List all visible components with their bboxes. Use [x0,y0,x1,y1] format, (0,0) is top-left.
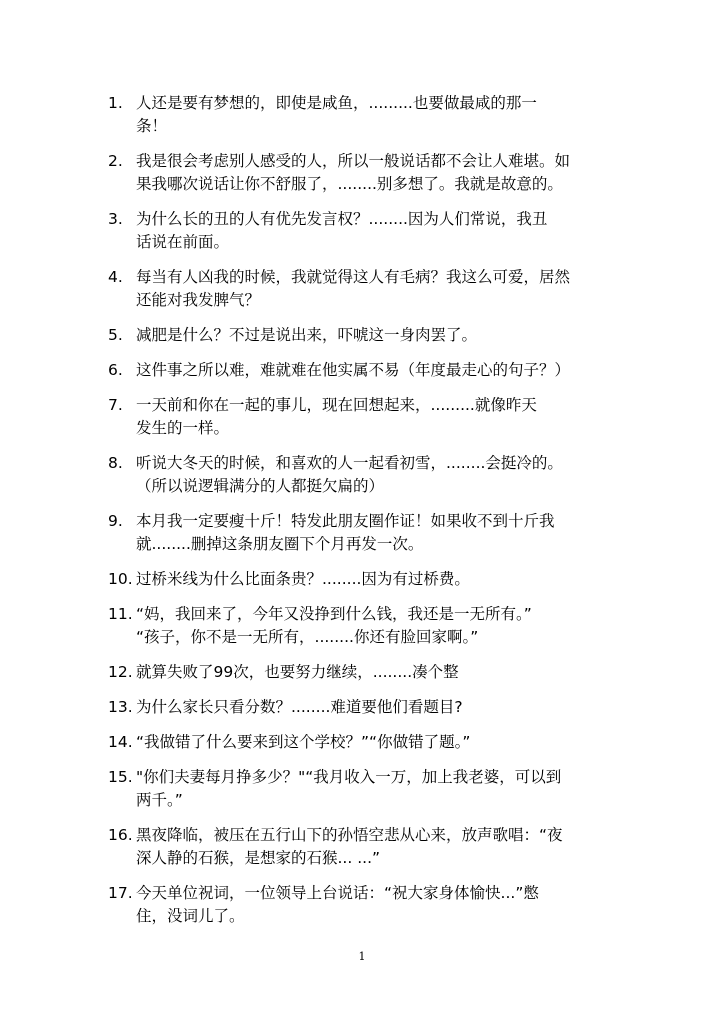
item-text: 听说大冬天的时候，和喜欢的人一起看初雪，........会挺冷的。 （所以说逻辑满分的人都挺欠扁的） [136,454,563,495]
list-item [108,452,628,498]
list-item [108,324,628,347]
item-text: “我做错了什么要来到这个学校？”“你做错了题。” [136,733,471,751]
item-text: "你们夫妻每月挣多少？"“我月收入一万，加上我老婆，可以到 两千。” [136,768,562,809]
item-number: 12. [108,663,133,681]
item-number: 5. [108,326,123,344]
item-number: 7. [108,396,123,414]
item-number: 6. [108,361,123,379]
list-item [108,568,628,591]
list-item [108,510,628,556]
list-item [108,603,628,649]
item-number: 4. [108,268,123,286]
item-number: 9. [108,512,123,530]
list-item [108,766,628,812]
item-number: 15. [108,768,133,786]
list-item [108,731,628,754]
list-item [108,394,628,440]
item-number: 17. [108,884,133,902]
item-text: 今天单位祝词，一位领导上台说话：“祝大家身体愉快...”憋 住，没词儿了。 [136,884,539,925]
item-text: 每当有人凶我的时候，我就觉得这人有毛病？我这么可爱，居然 还能对我发脾气？ [136,268,571,309]
item-number: 13. [108,698,133,716]
list-item [108,208,628,254]
list-item [108,359,628,382]
item-number: 16. [108,826,133,844]
item-number: 1. [108,94,123,112]
item-text: 这件事之所以难，难就难在他实属不易（年度最走心的句子？） [136,361,571,379]
item-text: 过桥米线为什么比面条贵？........因为有过桥费。 [136,570,470,588]
item-text: 一天前和你在一起的事儿，现在回想起来，.........就像昨天 发生的一样。 [136,396,537,437]
item-text: 我是很会考虑别人感受的人，所以一般说话都不会让人难堪。如 果我哪次说话让你不舒服了，........别多想了。我就是故意的。 [136,152,571,193]
list-item [108,661,628,684]
item-number: 8. [108,454,123,472]
item-number: 14. [108,733,133,751]
item-text: 减肥是什么？不过是说出来，吓唬这一身肉罢了。 [136,326,478,344]
list-item [108,824,628,870]
list-item [108,266,628,312]
joke-list [108,92,628,928]
item-text: 黑夜降临，被压在五行山下的孙悟空悲从心来，放声歌唱：“夜 深人静的石猴，是想家的石猴... ...” [136,826,563,867]
list-item [108,696,628,719]
item-number: 3. [108,210,123,228]
item-text: 本月我一定要瘦十斤！特发此朋友圈作证！如果收不到十斤我 就........删掉这条朋友圈下个月再发一次。 [136,512,555,553]
page-number: 1 [358,950,366,963]
list-item [108,92,628,138]
item-number: 10. [108,570,133,588]
item-text: “妈，我回来了，今年又没挣到什么钱，我还是一无所有。” “孩子，你不是一无所有，........你还有脸回家啊。” [136,605,532,646]
list-item [108,882,628,928]
item-number: 2. [108,152,123,170]
item-text: 就算失败了99次，也要努力继续，........凑个整 [136,663,459,681]
item-text: 为什么家长只看分数？........难道要他们看题目? [136,698,463,716]
item-text: 为什么长的丑的人有优先发言权？........因为人们常说，我丑 话说在前面。 [136,210,548,251]
list-item [108,150,628,196]
item-number: 11. [108,605,133,623]
item-text: 人还是要有梦想的，即使是咸鱼，.........也要做最咸的那一 条！ [136,94,537,135]
